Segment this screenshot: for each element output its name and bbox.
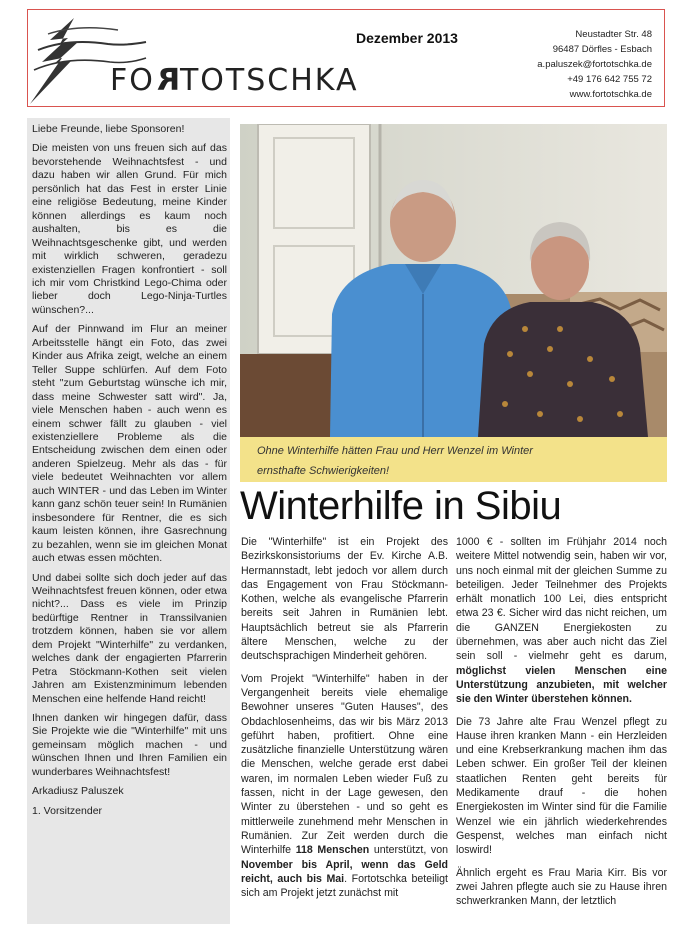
caption-line: ernsthafte Schwierigkeiten!: [257, 465, 390, 477]
article-paragraph: Die 73 Jahre alte Frau Wenzel pflegt zu Hause ihren kranken Mann - ein Herzleiden und eine Krebserkrankung machen ihm das Leben schwer. Ein großer Teil der kleinen staatlichen Renten geht bereits für Medikamente drauf - die hohen Energiekosten im Winter sind für die Familie Wenzel wie ein jährlich wiederkehrendes Gespenst, welches man einfach nicht loswird!: [456, 715, 667, 857]
contact-block: [537, 27, 652, 102]
article-column-right: [456, 535, 667, 916]
city-line: 96487 Dörfles - Esbach: [552, 44, 652, 55]
greeting: Liebe Freunde, liebe Sponsoren!: [32, 123, 185, 135]
article-headline: Winterhilfe in Sibiu: [240, 484, 562, 528]
photo-caption: [240, 437, 667, 482]
sidebar-paragraph: Und dabei sollte sich doch jeder auf das Weihnachtsfest freuen können, oder etwa nicht?... Dass es viele im Prinzip bedürftige Rentner in Transsilvanien trotzdem können, haben sie vor allem dem Projekt "Winterhilfe" zu verdanken, welches dank der engagierten Pfarrerin Petra Stöckmann-Kothen seit vielen Jahren am Existenzminimum lebenden Menschen eine helfende Hand reicht!: [32, 571, 227, 705]
sidebar-paragraph: Ihnen danken wir hingegen dafür, dass Sie Projekte wie die "Winterhilfe" mit uns gemeinsam möglich machen - und wünschen Ihnen und Ihren Familien ein wunderbares Weihnachtsfest!: [32, 712, 227, 778]
article-paragraph: Die "Winterhilfe" ist ein Projekt des Bezirkskonsistoriums der Ev. Kirche A.B. Hermannstadt, lebt jedoch vor allem durch das Engagement von Frau Stöckmann-Kothen, welche als evangelische Pfarrerin bereits seit Jahren in Rumänien lebt. Hauptsächlich betreut sie als Pfarrerin ältere Menschen, welche zu der deutschsprachigen Minderheit gehören.: [241, 536, 448, 663]
sidebar-paragraph: Die meisten von uns freuen sich auf das bevorstehende Weihnachtsfest - und dazu haben wir allen Grund. Für mich persönlich hat das Fest in erster Linie eine religiöse Bedeutung, meine Kinder können allerdings es kaum noch aushalten, bis es die Weihnachtsgeschenke gibt, und werden mit wirklich schweren, geradezu existenziellen Fragen konfrontiert - soll ich mir vom Christkind Lego-Chima oder lieber doch Lego-Ninja-Turtles wünschen?...: [32, 142, 227, 316]
logo-wordmark: FORTOTSCHKA: [110, 63, 359, 98]
issue-date: Dezember 2013: [356, 30, 458, 46]
article-column-left: [241, 535, 448, 908]
wenzel-couple-photo: [240, 124, 667, 437]
letterhead: [27, 9, 665, 107]
signature-role: 1. Vorsitzender: [32, 804, 103, 817]
article-paragraph: 1000 € - sollten im Frühjahr 2014 noch weitere Mittel notwendig sein, haben wir vor, uns noch einmal mit der gleichen Summe zu beteiligen. Jeder Teilnehmer des Projekts erhält monatlich 100 Lei, dies entspricht etwa 23 €. Sicher wird das nicht reichen, um die GANZEN Energiekosten zu übernehmen, was aber auch nicht das Ziel sein soll - vielmehr geht es darum, möglichst vielen Menschen eine Unterstützung anzubieten, mit welcher sie den Winter überstehen können.: [456, 536, 667, 706]
website-link[interactable]: www.fortotschka.de: [569, 89, 652, 100]
phone-number: +49 176 642 755 72: [567, 74, 652, 85]
caption-line: Ohne Winterhilfe hätten Frau und Herr Wenzel im Winter: [257, 445, 533, 457]
email-link[interactable]: a.paluszek@fortotschka.de: [537, 59, 652, 70]
article-paragraph: Ähnlich ergeht es Frau Maria Kirr. Bis vor zwei Jahren pflegte auch sie zu Hause ihren schwerkranken Mann, der letztlich: [456, 866, 667, 908]
sidebar-paragraph: Auf der Pinnwand im Flur an meiner Arbeitsstelle hängt ein Foto, das zwei Kinder aus Afrika zeigt, welche an einem Teller Suppe schlürfen. Auf dem Foto steht "zum Geburtstag wünsche ich mir, dass meine Schwester satt wird". Ja, viele Menschen haben - auch wenn es einem schwer fällt zu glauben - viel existenziellere Probleme als die Entscheidung zwischen dem einen oder anderen Spielzeug. Mehr als das - für viele bedeutet Weihnachten vor allem auch WINTER - und das Leben im Winter kann ganz schön teuer sein! In Rumänien insbesondere für Rentner, die es sich kaum leisten können, ihre Gasrechnung zu bezahlen, wenn sie im gleichen Monat auch etwas essen möchten.: [32, 323, 227, 565]
signature-name: Arkadiusz Paluszek: [32, 785, 124, 798]
article-paragraph: Vom Projekt "Winterhilfe" haben in der Vergangenheit bereits viele ehemalige Bewohner unseres "Guten Hauses", des Obdachlosenheims, das wir bis März 2013 geführt haben, profitiert. Ohne eine zusätzliche finanzielle Unterstützung wären die Menschen, welche gerade erst dabei waren, im normalen Leben wieder Fuß zu fassen, nicht in der Lage gewesen, den Winter zu überstehen - und so geht es mittlerweile zunehmend mehr Menschen in Rumänien. Zur Zeit werden durch die Winterhilfe 118 Menschen unterstützt, von November bis April, wenn das Geld reicht, auch bis Mai. Fortotschka beteiligt sich am Projekt jetzt zunächst mit: [241, 672, 448, 900]
editorial-sidebar: [27, 118, 230, 924]
address-line: Neustadter Str. 48: [575, 29, 652, 40]
